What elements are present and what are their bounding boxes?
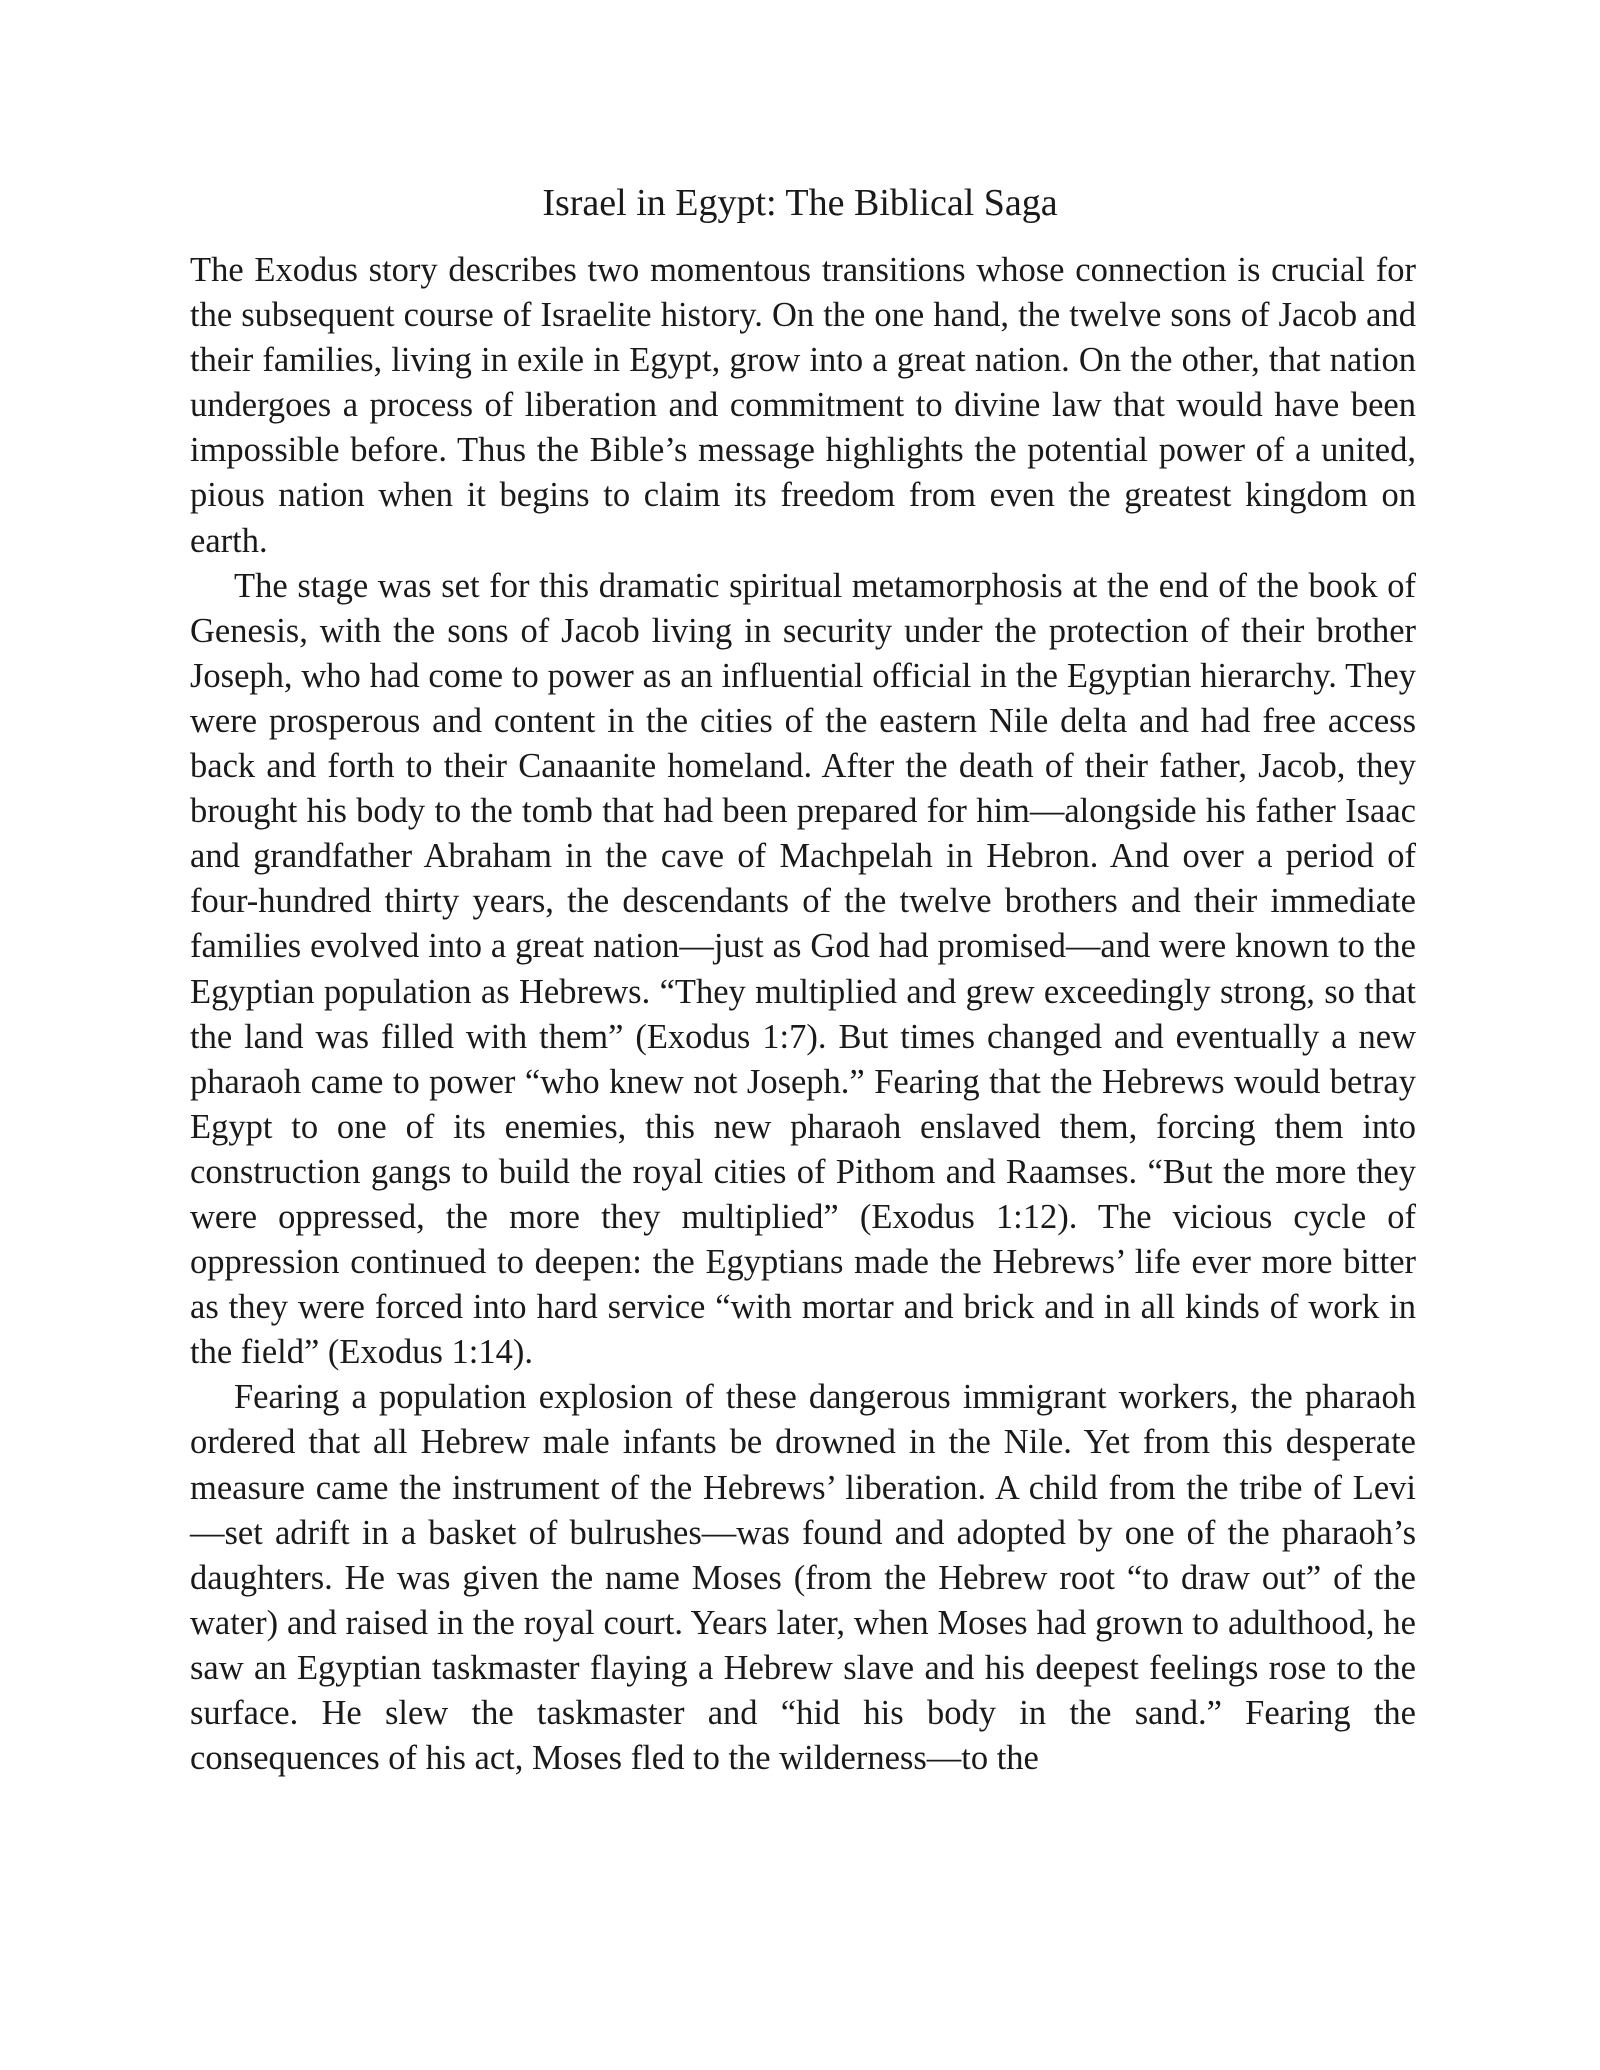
paragraph-1: The Exodus story describes two momentous transitions whose connection is crucial for the subsequent course of Israelite history. On the one hand, the twelve sons of Jacob and their families, living in exile in Egypt, grow into a great nation. On the other, that nation undergoes a process of liberation and commitment to divine law that would have been impossible before. Thus the Bible’s message highlights the potential power of a united, pious nation when it begins to claim its freedom from even the greatest kingdom on earth. (190, 251, 1416, 560)
page-title: Israel in Egypt: The Biblical Saga (542, 182, 1058, 224)
paragraph-3: Fearing a population explosion of these dangerous immigrant workers, the pharaoh ordered that all Hebrew male infants be drowned in the Nile. Yet from this desperate measure came the instrument of the Hebrews’ liberation. A child from the tribe of Levi—set adrift in a basket of bulrushes—was found and adopted by one of the pharaoh’s daughters. He was given the name Moses (from the Hebrew root “to draw out” of the water) and raised in the royal court. Years later, when Moses had grown to adulthood, he saw an Egyptian taskmaster flaying a Hebrew slave and his deepest feelings rose to the surface. He slew the taskmaster and “hid his body in the sand.” Fearing the consequences of his act, Moses fled to the wilderness—to the (190, 1378, 1416, 1778)
paragraph-2: The stage was set for this dramatic spiritual metamorphosis at the end of the book of Genesis, with the sons of Jacob living in security under the protection of their brother Joseph, who had come to power as an influential official in the Egyptian hierarchy. They were prosperous and content in the cities of the eastern Nile delta and had free access back and forth to their Canaanite homeland. After the death of their father, Jacob, they brought his body to the tomb that had been prepared for him—alongside his father Isaac and grandfather Abraham in the cave of Machpelah in Hebron. And over a period of four-hundred thirty years, the descendants of the twelve brothers and their immediate families evolved into a great nation—just as God had promised—and were known to the Egyptian population as Hebrews. “They multiplied and grew exceedingly strong, so that the land was filled with them” (Exodus 1:7). But times changed and eventually a new pharaoh came to power “who knew not Joseph.” Fearing that the Hebrews would betray Egypt to one of its enemies, this new pharaoh enslaved them, forcing them into construction gangs to build the royal cities of Pithom and Raamses. “But the more they were oppressed, the more they multiplied” (Exodus 1:12). The vicious cycle of oppression continued to deepen: the Egyptians made the Hebrews’ life ever more bitter as they were forced into hard service “with mortar and brick and in all kinds of work in the field” (Exodus 1:14). (190, 566, 1416, 1372)
body-text (190, 248, 1416, 1781)
